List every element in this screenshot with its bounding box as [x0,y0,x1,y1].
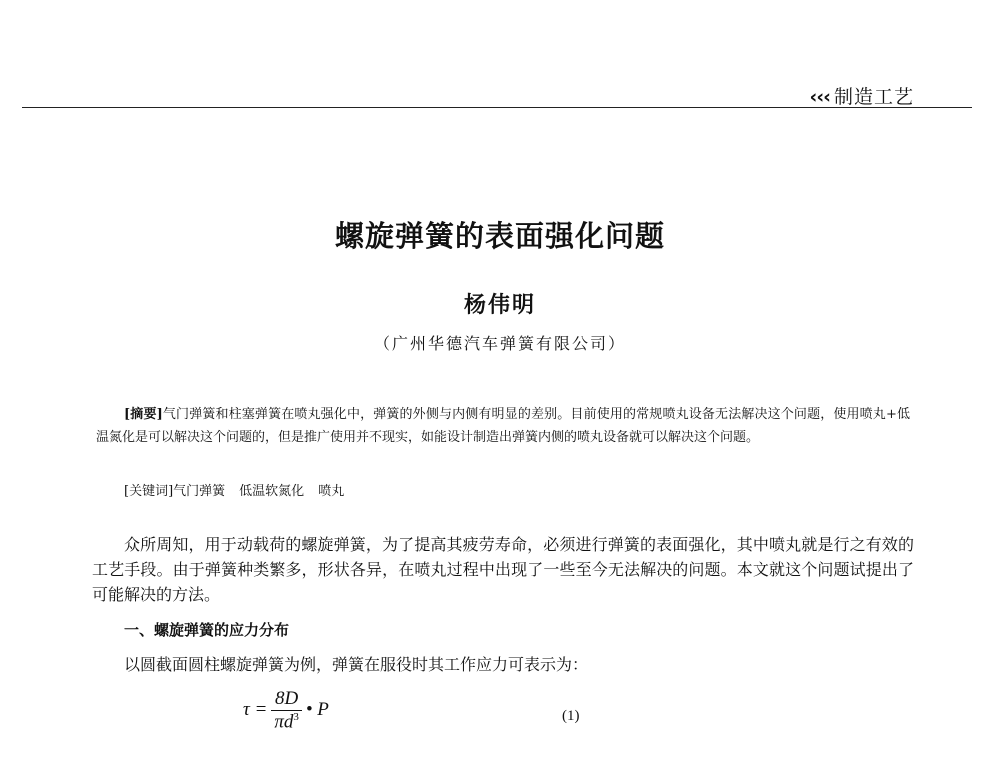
abstract-text: 气门弹簧和柱塞弹簧在喷丸强化中，弹簧的外侧与内侧有明显的差别。目前使用的常规喷丸设备无法解决这个问题，使用喷丸+低温氮化是可以解决这个问题的，但是推广使用并不现实，如能设计制造出弹簧内侧的喷丸设备就可以解决这个问题。 [96,407,910,445]
journal-section-header [809,82,914,109]
equation-denominator [271,711,302,733]
equation-fraction [271,688,302,733]
abstract-tag: [摘要] [124,407,163,422]
abstract-paragraph [96,403,910,449]
equation-lhs: τ = [243,699,268,721]
body-paragraph: 众所周知，用于动载荷的螺旋弹簧，为了提高其疲劳寿命，必须进行弹簧的表面强化，其中喷丸就是行之有效的工艺手段。由于弹簧种类繁多，形状各异，在喷丸过程中出现了一些至今无法解决的问题。本文就这个问题试提出了可能解决的方法。 [92,535,914,604]
section-arrows: ‹‹‹ [809,86,830,108]
keyword-item: 气门弹簧 [173,484,226,499]
denominator-exponent: 3 [293,711,299,723]
equation-intro: 以圆截面圆柱螺旋弹簧为例，弹簧在服役时其工作应力可表示为： [124,655,589,674]
keywords [124,480,358,499]
header-rule [22,107,972,108]
equation-number: (1) [562,708,580,724]
equation-numerator: 8D [271,688,302,711]
section-name: 制造工艺 [833,86,914,108]
keyword-item: 低温软氮化 [239,484,305,499]
body-intro [92,532,914,607]
paper-title: 螺旋弹簧的表面强化问题 [334,219,665,253]
author-name: 杨伟明 [463,292,536,318]
keywords-tag: [关键词] [124,484,174,499]
abstract [96,403,910,449]
section-heading: 一、螺旋弹簧的应力分布 [124,621,290,639]
keyword-item: 喷丸 [318,484,345,499]
author-affiliation: （广州华德汽车弹簧有限公司） [373,334,626,353]
equation-rhs: • P [305,699,329,721]
denominator-base: πd [274,711,294,733]
stress-equation [243,688,329,733]
